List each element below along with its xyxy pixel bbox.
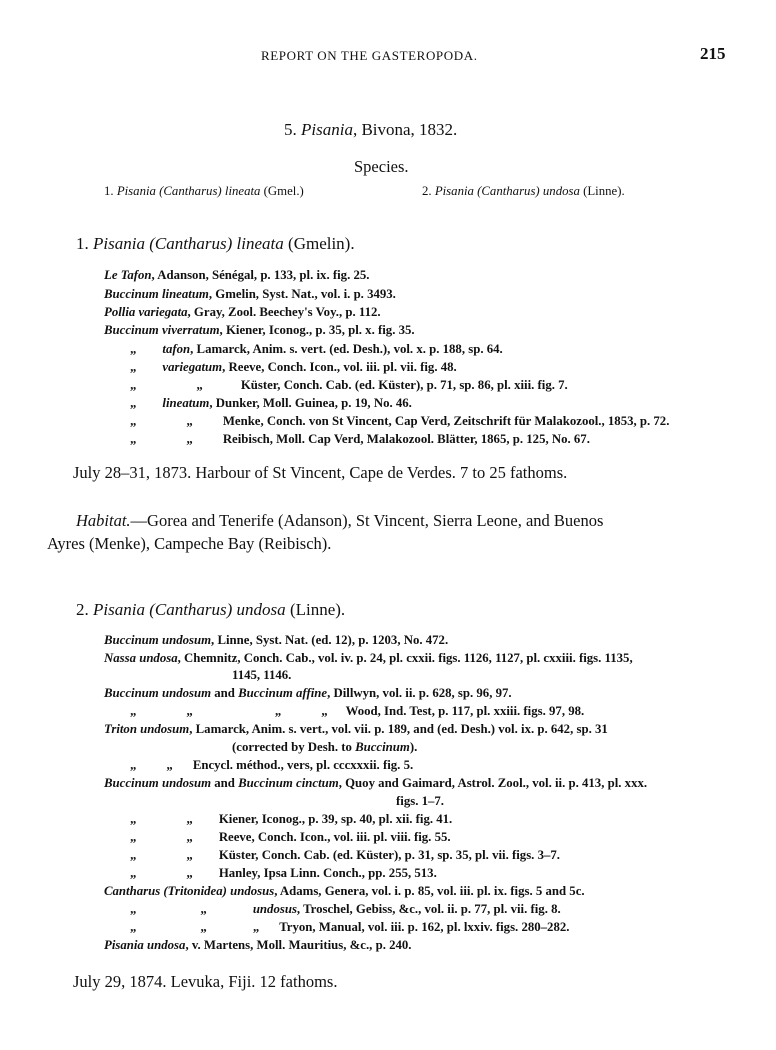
habitat-line: Habitat.—Gorea and Tenerife (Adanson), St Vincent, Sierra Leone, and Buenos [76,511,604,530]
species-heading: Species. [354,157,409,176]
synonym-line: „ „ Küster, Conch. Cab. (ed. Küster), p. 31, sp. 35, pl. vii. figs. 3–7. [130,848,560,862]
synonym-line: Nassa undosa, Chemnitz, Conch. Cab., vol. iv. p. 24, pl. cxxii. figs. 1126, 1127, pl. cxxiii. figs. 1135, [104,651,633,665]
synonym-line: Cantharus (Tritonidea) undosus, Adams, Genera, vol. i. p. 85, vol. iii. pl. ix. figs. 5 and 5c. [104,884,585,898]
synonym-line: „ variegatum, Reeve, Conch. Icon., vol. iii. pl. vii. fig. 48. [130,360,457,374]
ditto-mark: „ [130,414,137,428]
species2-heading: 2. Pisania (Cantharus) undosa (Linne). [76,600,346,619]
ditto-mark: „ [130,378,137,392]
synonym-line: Buccinum undosum and Buccinum cinctum, Quoy and Gaimard, Astrol. Zool., vol. ii. p. 413, pl. xxx. [104,776,648,790]
ditto-mark: „ [130,432,137,446]
ditto-mark: „ [130,360,137,374]
ditto-mark: „ [200,902,207,916]
synonym-line: Buccinum lineatum, Gmelin, Syst. Nat., vol. i. p. 3493. [104,287,396,301]
ditto-mark: „ [186,414,193,428]
genus-heading [284,120,457,140]
synonym-line: „ „ Küster, Conch. Cab. (ed. Küster), p. 71, sp. 86, pl. xiii. fig. 7. [130,378,568,392]
synonym-line: „ „ Reeve, Conch. Icon., vol. iii. pl. viii. fig. 55. [130,830,451,844]
species-list-item: 1. Pisania (Cantharus) lineata (Gmel.) [104,184,304,198]
ditto-mark: „ [186,866,193,880]
synonym-line: „ „ Hanley, Ipsa Linn. Conch., pp. 255, 513. [130,866,437,880]
ditto-mark: „ [200,920,207,934]
synonym-line: Pisania undosa, v. Martens, Moll. Mauritius, &c., p. 240. [104,938,412,952]
synonym-line: Buccinum viverratum, Kiener, Iconog., p. 35, pl. x. fig. 35. [104,323,415,337]
page-number: 215 [700,44,726,63]
ditto-mark: „ [196,378,203,392]
ditto-mark: „ [130,342,137,356]
synonym-line: „ „ Reibisch, Moll. Cap Verd, Malakozool. Blätter, 1865, p. 125, No. 67. [130,432,590,446]
genus-name: Pisania [301,120,353,139]
synonym-line: 1145, 1146. [232,668,292,682]
ditto-mark: „ [321,704,328,718]
synonym-line: „ „ Encycl. méthod., vers, pl. cccxxxii. fig. 5. [130,758,414,772]
ditto-mark: „ [130,866,137,880]
synonym-line: Triton undosum, Lamarck, Anim. s. vert., vol. vii. p. 189, and (ed. Desh.) vol. ix. p. 642, sp. 31 [104,722,608,736]
ditto-mark: „ [130,920,137,934]
ditto-mark: „ [130,830,137,844]
synonym-line: „ tafon, Lamarck, Anim. s. vert. (ed. Desh.), vol. x. p. 188, sp. 64. [130,342,503,356]
species1-heading: 1. Pisania (Cantharus) lineata (Gmelin). [76,234,355,253]
synonym-line: Buccinum undosum and Buccinum affine, Dillwyn, vol. ii. p. 628, sp. 96, 97. [104,686,512,700]
ditto-mark: „ [186,812,193,826]
ditto-mark: „ [130,704,137,718]
habitat-line: Ayres (Menke), Campeche Bay (Reibisch). [47,534,332,553]
genus-number: 5. [284,120,297,139]
ditto-mark: „ [274,704,282,718]
synonym-line: „ „ Menke, Conch. von St Vincent, Cap Verd, Zeitschrift für Malakozool., 1853, p. 72. [130,414,670,428]
species-list-item: 2. Pisania (Cantharus) undosa (Linne). [422,184,625,198]
station-record: July 29, 1874. Levuka, Fiji. 12 fathoms. [73,972,338,991]
station-record: July 28–31, 1873. Harbour of St Vincent, Cape de Verdes. 7 to 25 fathoms. [73,463,568,482]
synonym-line: Pollia variegata, Gray, Zool. Beechey's Voy., p. 112. [104,305,381,319]
ditto-mark: „ [186,830,193,844]
ditto-mark: „ [130,902,137,916]
synonym-line: „ „ „ Tryon, Manual, vol. iii. p. 162, pl. lxxiv. figs. 280–282. [130,920,570,934]
ditto-mark: „ [252,920,260,934]
ditto-mark: „ [130,812,137,826]
ditto-mark: „ [166,758,173,772]
synonym-line: figs. 1–7. [396,794,444,808]
running-title: REPORT ON THE GASTEROPODA. [261,48,478,63]
ditto-mark: „ [186,848,193,862]
ditto-mark: „ [186,432,193,446]
synonym-line: „ „ „ „ Wood, Ind. Test, p. 117, pl. xxiii. figs. 97, 98. [130,704,585,718]
synonym-line: „ „ undosus, Troschel, Gebiss, &c., vol. ii. p. 77, pl. vii. fig. 8. [130,902,561,916]
synonym-line: (corrected by Desh. to Buccinum). [232,740,418,754]
genus-author: , Bivona, 1832. [352,120,458,139]
synonym-line: Buccinum undosum, Linne, Syst. Nat. (ed. 12), p. 1203, No. 472. [104,633,449,647]
ditto-mark: „ [186,704,193,718]
ditto-mark: „ [130,396,137,410]
synonym-line: Le Tafon, Adanson, Sénégal, p. 133, pl. ix. fig. 25. [104,268,370,282]
ditto-mark: „ [130,758,137,772]
ditto-mark: „ [130,848,137,862]
synonym-line: „ lineatum, Dunker, Moll. Guinea, p. 19, No. 46. [130,396,412,410]
synonym-line: „ „ Kiener, Iconog., p. 39, sp. 40, pl. xii. fig. 41. [130,812,453,826]
